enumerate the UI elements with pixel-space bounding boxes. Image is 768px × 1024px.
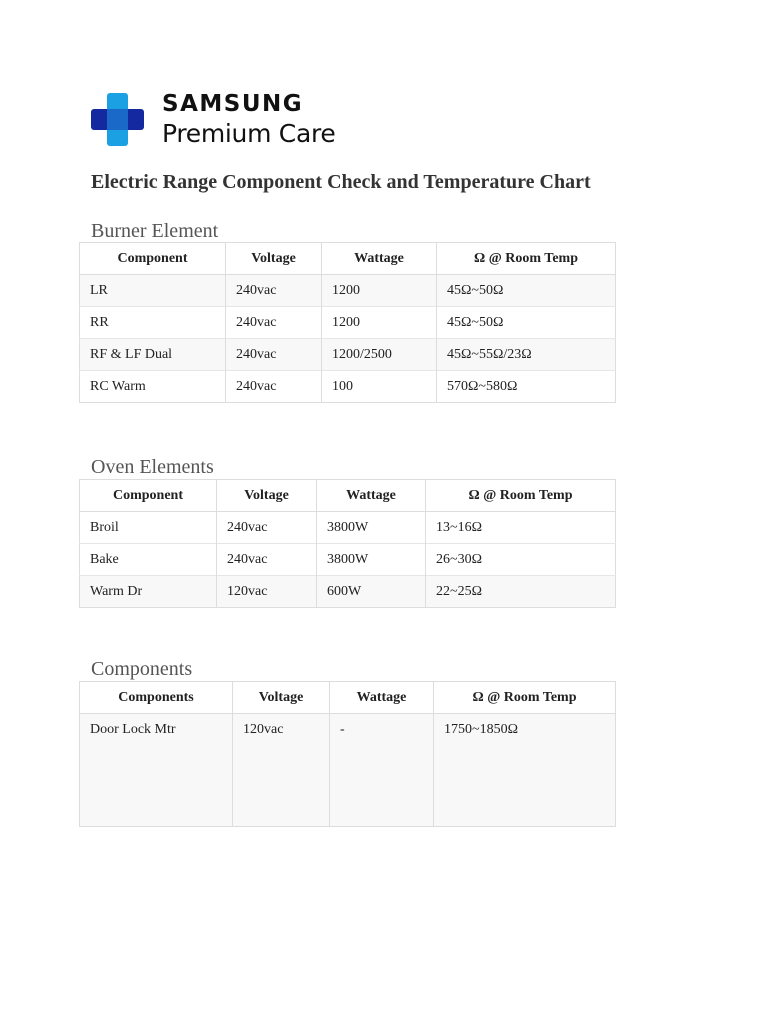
burner-table	[79, 242, 616, 403]
column-header: Ω @ Room Temp	[434, 682, 616, 714]
brand-name: SAMSUNG	[162, 91, 304, 117]
table-cell: 240vac	[217, 512, 317, 544]
table-row	[80, 544, 616, 576]
table-cell: 240vac	[226, 275, 322, 307]
table-cell: 100	[322, 371, 437, 403]
components-table	[79, 681, 616, 827]
table-cell: 22~25Ω	[426, 576, 616, 608]
table-cell: 3800W	[317, 544, 426, 576]
table-row	[80, 339, 616, 371]
table-cell: 45Ω~55Ω/23Ω	[437, 339, 616, 371]
table-cell: 45Ω~50Ω	[437, 275, 616, 307]
table-cell: 26~30Ω	[426, 544, 616, 576]
table-cell: 1200	[322, 307, 437, 339]
table-cell: RC Warm	[80, 371, 226, 403]
table-row-empty	[80, 745, 616, 827]
column-header: Voltage	[217, 480, 317, 512]
table-row	[80, 371, 616, 403]
table-cell: Broil	[80, 512, 217, 544]
table-cell: 240vac	[226, 307, 322, 339]
table-cell: 1200/2500	[322, 339, 437, 371]
table-row	[80, 275, 616, 307]
burner-section-title: Burner Element	[91, 220, 219, 242]
column-header: Component	[80, 480, 217, 512]
table-cell-empty	[434, 745, 616, 827]
column-header: Components	[80, 682, 233, 714]
column-header: Ω @ Room Temp	[426, 480, 616, 512]
table-cell: 240vac	[217, 544, 317, 576]
table-row	[80, 307, 616, 339]
column-header: Voltage	[233, 682, 330, 714]
table-cell: Bake	[80, 544, 217, 576]
table-cell: 45Ω~50Ω	[437, 307, 616, 339]
oven-section-title: Oven Elements	[91, 456, 214, 478]
table-cell: 13~16Ω	[426, 512, 616, 544]
table-cell: 120vac	[233, 714, 330, 746]
document-title: Electric Range Component Check and Temperature Chart	[91, 171, 591, 193]
table-cell: 1750~1850Ω	[434, 714, 616, 746]
table-row	[80, 512, 616, 544]
table-row	[80, 714, 616, 746]
column-header: Wattage	[322, 243, 437, 275]
column-header: Wattage	[317, 480, 426, 512]
table-cell: 570Ω~580Ω	[437, 371, 616, 403]
table-cell: RF & LF Dual	[80, 339, 226, 371]
table-cell: 120vac	[217, 576, 317, 608]
product-name: Premium Care	[162, 119, 336, 148]
table-cell: RR	[80, 307, 226, 339]
components-section-title: Components	[91, 658, 193, 680]
table-cell: 240vac	[226, 339, 322, 371]
oven-table	[79, 479, 616, 608]
table-row	[80, 576, 616, 608]
table-cell: -	[330, 714, 434, 746]
table-cell-empty	[233, 745, 330, 827]
column-header: Ω @ Room Temp	[437, 243, 616, 275]
table-header-row	[80, 243, 616, 275]
samsung-premium-care-logo	[91, 91, 391, 151]
cross-icon	[91, 93, 144, 146]
table-cell: 600W	[317, 576, 426, 608]
table-cell-empty	[80, 745, 233, 827]
column-header: Voltage	[226, 243, 322, 275]
column-header: Component	[80, 243, 226, 275]
table-cell: Door Lock Mtr	[80, 714, 233, 746]
table-cell: 1200	[322, 275, 437, 307]
table-cell: 3800W	[317, 512, 426, 544]
table-cell: 240vac	[226, 371, 322, 403]
column-header: Wattage	[330, 682, 434, 714]
table-header-row	[80, 682, 616, 714]
table-cell: Warm Dr	[80, 576, 217, 608]
table-cell-empty	[330, 745, 434, 827]
table-cell: LR	[80, 275, 226, 307]
table-header-row	[80, 480, 616, 512]
